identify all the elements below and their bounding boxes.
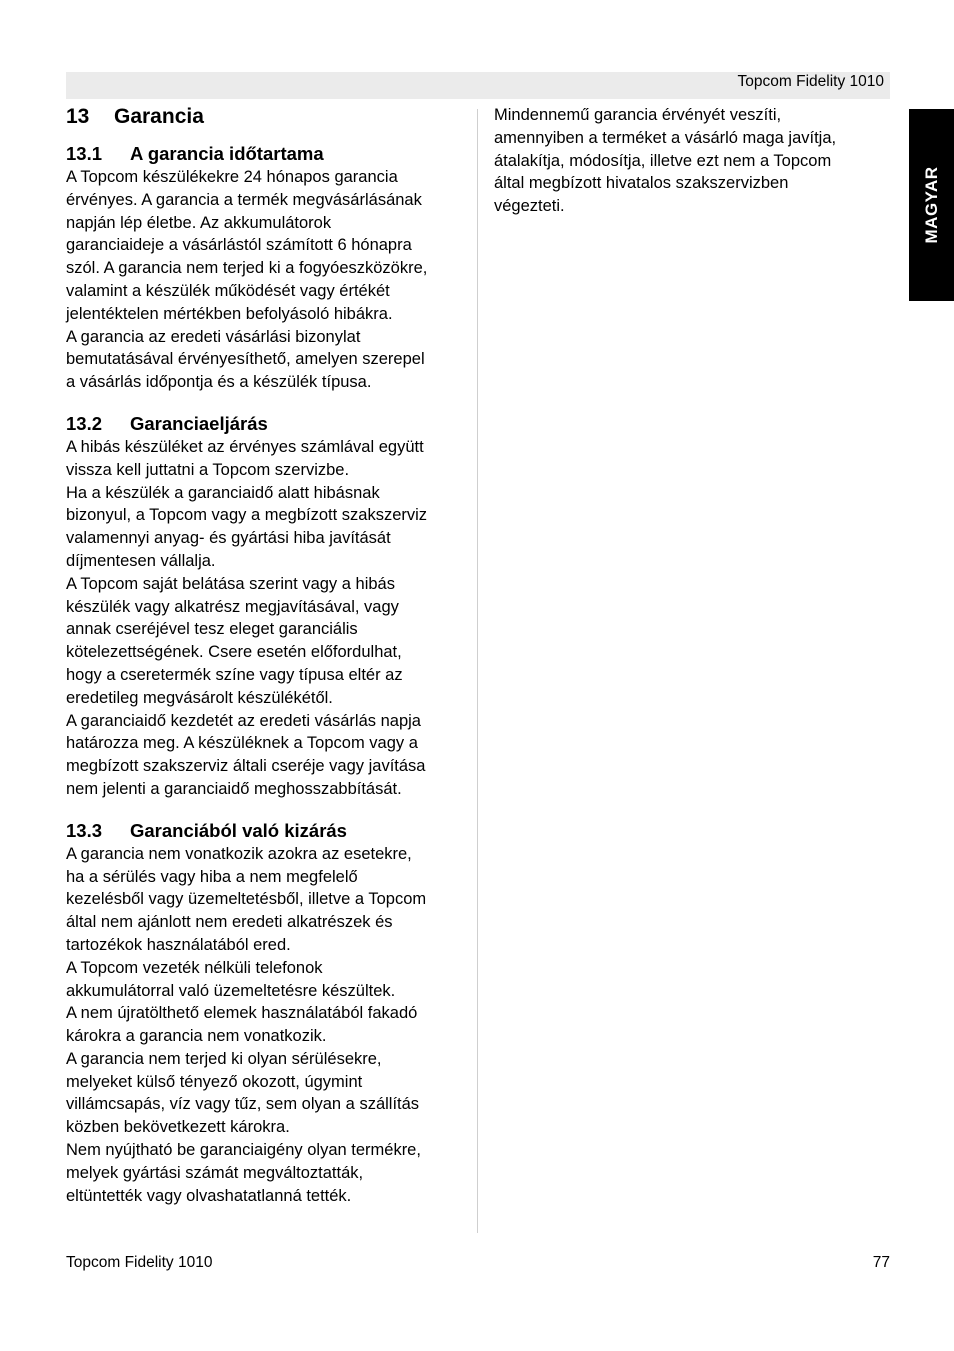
- text-line: szól. A garancia nem terjed ki a fogyóeszközökre,: [66, 259, 428, 278]
- left-column: [66, 103, 466, 1207]
- section-body: [66, 436, 466, 801]
- page-number: 77: [872, 1254, 890, 1271]
- text-line: A Topcom készülékekre 24 hónapos garancia: [66, 168, 398, 186]
- text-line: akkumulátorral való üzemeltetésre készültek.: [66, 981, 396, 1000]
- text-line: melyek gyártási számát megváltoztatták,: [66, 1163, 364, 1182]
- text-line: jelentéktelen mértékben befolyásoló hibákra.: [66, 304, 393, 323]
- text-line: bizonyul, a Topcom vagy a megbízott szakszerviz: [66, 506, 428, 525]
- text-line: Mindennemű garancia érvényét veszíti,: [494, 106, 782, 124]
- text-line: közben bekövetkezett károkra.: [66, 1118, 290, 1137]
- text-line: bemutatásával érvényesíthető, amelyen szerepel: [66, 350, 425, 369]
- section-title: Garanciából való kizárás: [130, 819, 347, 841]
- section-heading: [66, 819, 466, 843]
- text-line: kezelésből vagy üzemeltetésből, illetve a Topcom: [66, 890, 427, 909]
- text-line: A garancia nem terjed ki olyan sérülésekre,: [66, 1049, 382, 1068]
- text-line: tartozékok használatából ered.: [66, 935, 291, 954]
- text-line: villámcsapás, víz vagy tűz, sem olyan a szállítás: [66, 1095, 420, 1114]
- text-line: károkra a garancia nem vonatkozik.: [66, 1027, 327, 1046]
- text-line: nem jelenti a garanciaidő meghosszabbítását.: [66, 779, 402, 798]
- chapter-number: 13: [66, 105, 90, 128]
- text-line: A Topcom vezeték nélküli telefonok: [66, 958, 323, 977]
- text-line: megbízott szakszerviz általi cseréje vagy javítása: [66, 757, 426, 776]
- text-line: díjmentesen vállalja.: [66, 551, 216, 570]
- text-line: napján lép életbe. Az akkumulátorok: [66, 213, 332, 232]
- text-line: annak cseréjével tesz eleget garanciális: [66, 620, 358, 639]
- text-line: Ha a készülék a garanciaidő alatt hibásnak: [66, 483, 380, 502]
- text-line: eltüntették vagy olvashatatlanná tették.: [66, 1186, 352, 1205]
- section-warranty-exclusion: [66, 819, 466, 1208]
- text-line: által nem ajánlott nem eredeti alkatrészek és: [66, 913, 393, 932]
- section-number: 13.1: [66, 143, 103, 164]
- text-line: A garanciaidő kezdetét az eredeti vásárlás napja: [66, 711, 421, 730]
- text-line: végezteti.: [494, 197, 565, 216]
- text-line: kötelezettségének. Csere esetén előfordulhat,: [66, 643, 402, 662]
- language-tab: [909, 109, 954, 301]
- text-line: valamint a készülék működését vagy értékét: [66, 281, 390, 300]
- text-line: által megbízott hivatalos szakszervizben: [494, 174, 789, 193]
- text-line: A hibás készüléket az érvényes számlával együtt: [66, 437, 424, 456]
- text-line: A garancia nem vonatkozik azokra az esetekre,: [66, 844, 412, 863]
- header-bar: [66, 72, 890, 99]
- chapter-title: Garancia: [114, 105, 204, 128]
- text-line: ha a sérülés vagy hiba a nem megfelelő: [66, 867, 358, 886]
- section-title: A garancia időtartama: [130, 143, 324, 164]
- header-title: Topcom Fidelity 1010: [737, 73, 884, 90]
- text-line: vissza kell juttatni a Topcom szervizbe.: [66, 460, 350, 479]
- text-line: A garancia az eredeti vásárlási bizonylat: [66, 327, 361, 346]
- text-line: amennyiben a terméket a vásárló maga javítja,: [494, 128, 837, 147]
- column-divider: [477, 109, 478, 1233]
- section-title: Garanciaeljárás: [130, 412, 268, 434]
- text-line: melyeket külső tényező okozott, úgymint: [66, 1072, 363, 1091]
- text-line: átalakítja, módosítja, illetve ezt nem a Topcom: [494, 151, 832, 170]
- right-column-body: [494, 104, 884, 218]
- text-line: eredetileg megvásárolt készülékétől.: [66, 688, 333, 707]
- text-line: készülék vagy alkatrész megjavításával, vagy: [66, 597, 399, 616]
- section-number: 13.3: [66, 819, 103, 841]
- text-line: a vásárlás időpontja és a készülék típusa.: [66, 373, 372, 392]
- section-warranty-period: [66, 142, 466, 394]
- chapter-heading: [66, 103, 466, 142]
- text-line: valamennyi anyag- és gyártási hiba javítását: [66, 529, 391, 548]
- text-line: érvényes. A garancia a termék megvásárlásának: [66, 190, 422, 209]
- section-body: [66, 166, 466, 394]
- section-heading: [66, 142, 466, 166]
- text-line: határozza meg. A készüléknek a Topcom vagy a: [66, 734, 418, 753]
- section-body: [66, 843, 466, 1208]
- section-heading: [66, 412, 466, 436]
- text-line: hogy a cseretermék színe vagy típusa eltér az: [66, 665, 403, 684]
- section-number: 13.2: [66, 412, 103, 434]
- text-line: Nem nyújtható be garanciaigény olyan termékre,: [66, 1141, 421, 1160]
- text-line: A Topcom saját belátása szerint vagy a hibás: [66, 574, 395, 593]
- text-line: A nem újratölthető elemek használatából fakadó: [66, 1004, 418, 1023]
- section-warranty-procedure: [66, 412, 466, 801]
- footer-title: Topcom Fidelity 1010: [66, 1254, 213, 1271]
- text-line: garanciaideje a vásárlástól számított 6 hónapra: [66, 236, 412, 255]
- language-label: MAGYAR: [921, 166, 941, 244]
- right-column: [494, 104, 884, 218]
